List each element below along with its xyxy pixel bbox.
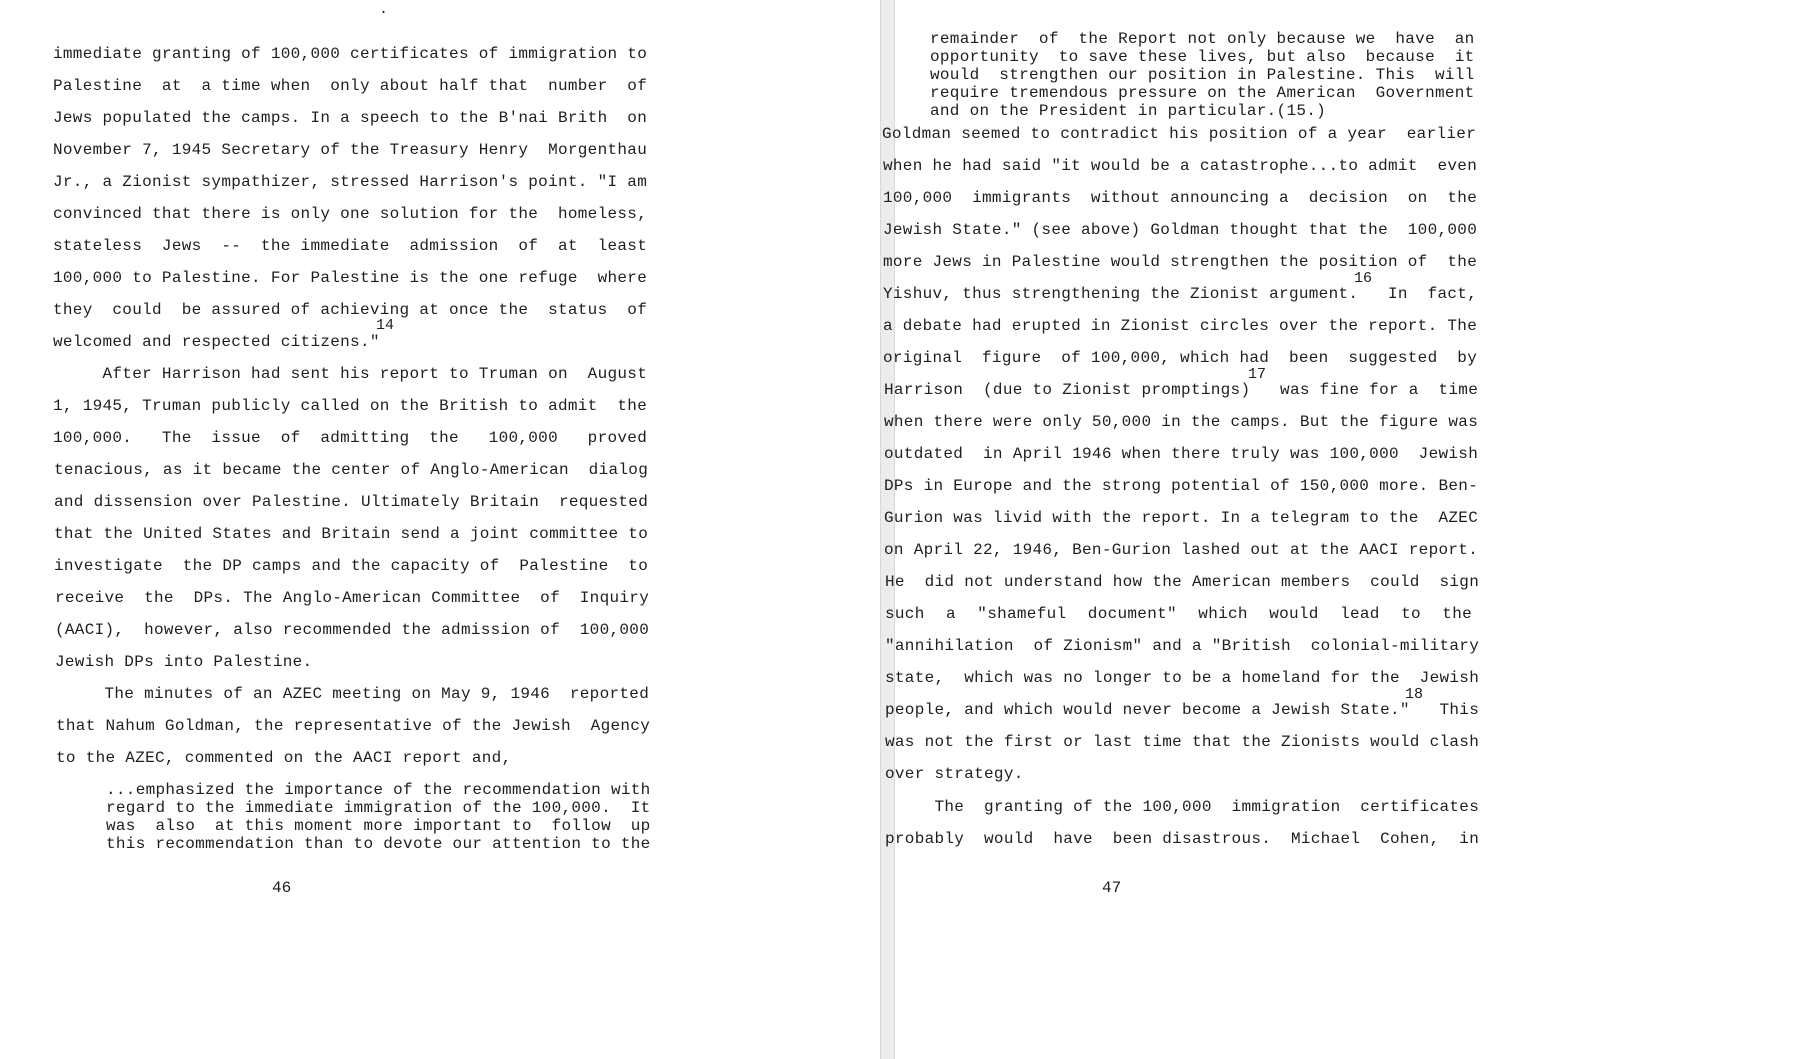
body-line: Yishuv, thus strengthening the Zionist argument. In fact,: [883, 285, 1478, 303]
body-line: people, and which would never become a Jewish State." This: [885, 701, 1480, 719]
left-page: [0, 0, 880, 1059]
footnote-marker: 17: [1248, 366, 1267, 383]
body-line: After Harrison had sent his report to Truman on August: [53, 365, 648, 383]
block-quote-line: regard to the immediate immigration of the 100,000. It: [106, 799, 651, 817]
block-quote-line: this recommendation than to devote our attention to the: [106, 835, 651, 853]
block-quote-line: would strengthen our position in Palestine. This will: [930, 66, 1475, 84]
body-line: Jews populated the camps. In a speech to the B'nai Brith on: [53, 109, 648, 127]
body-line: to the AZEC, commented on the AACI report and,: [56, 749, 512, 767]
body-line: receive the DPs. The Anglo-American Committee of Inquiry: [55, 589, 650, 607]
block-quote-line: and on the President in particular.(15.): [930, 102, 1327, 120]
body-line: was not the first or last time that the Zionists would clash: [885, 733, 1480, 751]
body-line: probably would have been disastrous. Michael Cohen, in: [885, 830, 1480, 848]
body-line: that the United States and Britain send a joint committee to: [54, 525, 649, 543]
footnote-marker: 18: [1405, 686, 1424, 703]
body-line: more Jews in Palestine would strengthen the position of the: [883, 253, 1478, 271]
body-line: immediate granting of 100,000 certificates of immigration to: [53, 45, 648, 63]
page-number: 46: [272, 879, 292, 897]
body-line: Harrison (due to Zionist promptings) was fine for a time: [884, 381, 1479, 399]
block-quote-line: require tremendous pressure on the American Government: [930, 84, 1475, 102]
body-line: original figure of 100,000, which had been suggested by: [883, 349, 1478, 367]
body-line: on April 22, 1946, Ben-Gurion lashed out at the AACI report.: [884, 541, 1479, 559]
body-line: Palestine at a time when only about half that number of: [53, 77, 648, 95]
body-line: welcomed and respected citizens.": [53, 333, 380, 351]
body-line: outdated in April 1946 when there truly was 100,000 Jewish: [884, 445, 1479, 463]
page-number: 47: [1102, 879, 1122, 897]
body-line: investigate the DP camps and the capacity of Palestine to: [54, 557, 649, 575]
body-line: DPs in Europe and the strong potential of 150,000 more. Ben-: [884, 477, 1479, 495]
body-line: (AACI), however, also recommended the admission of 100,000: [55, 621, 650, 639]
body-line: Goldman seemed to contradict his position of a year earlier: [882, 125, 1477, 143]
body-line: when he had said "it would be a catastrophe...to admit even: [883, 157, 1478, 175]
body-line: 1, 1945, Truman publicly called on the British to admit the: [53, 397, 648, 415]
block-quote-line: was also at this moment more important to follow up: [106, 817, 651, 835]
body-line: November 7, 1945 Secretary of the Treasury Henry Morgenthau: [53, 141, 648, 159]
body-line: He did not understand how the American members could sign: [885, 573, 1480, 591]
body-line: 100,000. The issue of admitting the 100,000 proved: [53, 429, 648, 447]
body-line: 100,000 to Palestine. For Palestine is the one refuge where: [53, 269, 648, 287]
block-quote-line: ...emphasized the importance of the recommendation with: [106, 781, 651, 799]
body-line: Jr., a Zionist sympathizer, stressed Harrison's point. "I am: [53, 173, 648, 191]
stray-mark: ·: [379, 4, 389, 21]
body-line: "annihilation of Zionism" and a "British colonial-military: [885, 637, 1480, 655]
body-line: The granting of the 100,000 immigration certificates: [885, 798, 1480, 816]
body-line: that Nahum Goldman, the representative of the Jewish Agency: [56, 717, 651, 735]
body-line: convinced that there is only one solution for the homeless,: [53, 205, 648, 223]
body-line: Jewish State." (see above) Goldman thought that the 100,000: [883, 221, 1478, 239]
body-line: and dissension over Palestine. Ultimately Britain requested: [54, 493, 649, 511]
footnote-marker: 14: [376, 317, 395, 334]
body-line: Gurion was livid with the report. In a telegram to the AZEC: [884, 509, 1479, 527]
body-line: over strategy.: [885, 765, 1024, 783]
body-line: The minutes of an AZEC meeting on May 9, 1946 reported: [55, 685, 650, 703]
body-line: stateless Jews -- the immediate admission of at least: [53, 237, 648, 255]
block-quote-line: opportunity to save these lives, but also because it: [930, 48, 1475, 66]
body-line: 100,000 immigrants without announcing a decision on the: [883, 189, 1478, 207]
body-line: they could be assured of achieving at once the status of: [53, 301, 648, 319]
body-line: tenacious, as it became the center of Anglo-American dialog: [54, 461, 649, 479]
body-line: when there were only 50,000 in the camps. But the figure was: [884, 413, 1479, 431]
right-page: [882, 0, 1805, 1059]
body-line: a debate had erupted in Zionist circles over the report. The: [883, 317, 1478, 335]
body-line: state, which was no longer to be a homeland for the Jewish: [885, 669, 1480, 687]
block-quote-line: remainder of the Report not only because we have an: [930, 30, 1475, 48]
footnote-marker: 16: [1354, 270, 1373, 287]
body-line: such a "shameful document" which would lead to the: [885, 605, 1472, 623]
body-line: Jewish DPs into Palestine.: [55, 653, 313, 671]
